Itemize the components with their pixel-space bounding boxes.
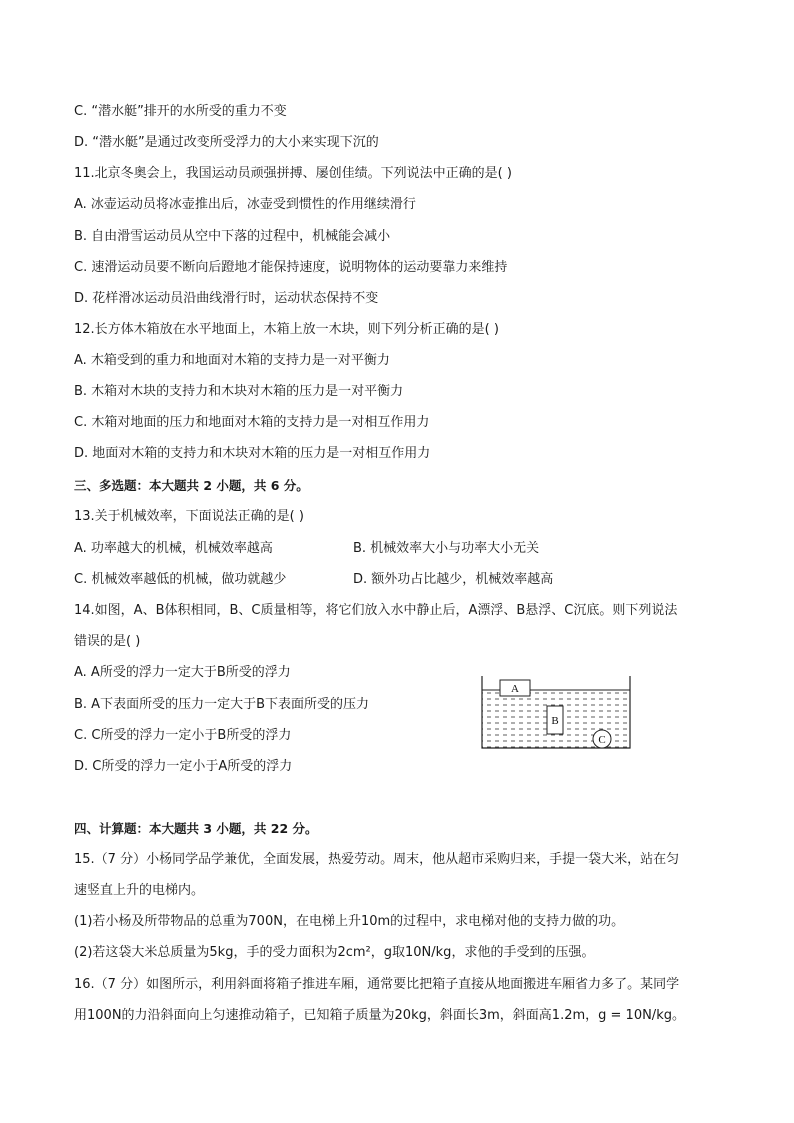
question-13: 13.关于机械效率，下面说法正确的是( ) <box>74 509 304 524</box>
section-4-heading: 四、计算题：本大题共 3 小题，共 22 分。 <box>74 821 318 836</box>
q11-option-b: B. 自由滑雪运动员从空中下落的过程中，机械能会减小 <box>74 229 391 244</box>
q13-option-d: D. 额外功占比越少，机械效率越高 <box>353 572 554 587</box>
question-14: 14.如图，A、B体积相同，B、C质量相等，将它们放入水中静止后，A漂浮、B悬浮、C沉底。则下列说法 <box>74 603 678 618</box>
question-15: 15.（7 分）小杨同学品学兼优，全面发展，热爱劳动。周末，他从超市采购归来，手提一袋大米，站在匀 <box>74 852 680 867</box>
label-b: B <box>551 715 559 727</box>
question-16: 16.（7 分）如图所示，利用斜面将箱子推进车厢，通常要比把箱子直接从地面搬进车厢省力多了。某同学 <box>74 977 680 992</box>
q13-option-a: A. 功率越大的机械，机械效率越高 <box>74 541 273 556</box>
question-11: 11.北京冬奥会上，我国运动员顽强拼搏、屡创佳绩。下列说法中正确的是( ) <box>74 166 512 181</box>
option-c-q10: C. “潜水艇”排开的水所受的重力不变 <box>74 104 287 119</box>
q11-option-a: A. 冰壶运动员将冰壶推出后，冰壶受到惯性的作用继续滑行 <box>74 197 416 212</box>
question-14-cont: 错误的是( ) <box>74 634 141 649</box>
q13-option-b: B. 机械效率大小与功率大小无关 <box>353 541 540 556</box>
buoyancy-diagram <box>478 672 634 752</box>
q11-option-d: D. 花样滑冰运动员沿曲线滑行时，运动状态保持不变 <box>74 291 379 306</box>
section-3-heading: 三、多选题：本大题共 2 小题，共 6 分。 <box>74 478 309 493</box>
q12-option-d: D. 地面对木箱的支持力和木块对木箱的压力是一对相互作用力 <box>74 446 431 461</box>
q14-option-a: A. A所受的浮力一定大于B所受的浮力 <box>74 665 291 680</box>
q11-option-c: C. 速滑运动员要不断向后蹬地才能保持速度，说明物体的运动要靠力来维持 <box>74 260 508 275</box>
q15-part-1: (1)若小杨及所带物品的总重为700N，在电梯上升10m的过程中，求电梯对他的支持力做的功。 <box>74 914 625 929</box>
label-c: C <box>598 734 606 746</box>
q13-option-c: C. 机械效率越低的机械，做功就越少 <box>74 572 287 587</box>
label-a: A <box>511 683 519 695</box>
q14-option-d: D. C所受的浮力一定小于A所受的浮力 <box>74 759 293 774</box>
q12-option-a: A. 木箱受到的重力和地面对木箱的支持力是一对平衡力 <box>74 353 390 368</box>
question-15-cont: 速竖直上升的电梯内。 <box>74 883 205 898</box>
q12-option-b: B. 木箱对木块的支持力和木块对木箱的压力是一对平衡力 <box>74 384 404 399</box>
q15-part-2: (2)若这袋大米总质量为5kg，手的受力面积为2cm²，g取10N/kg，求他的手受到的压强。 <box>74 945 595 960</box>
question-12: 12.长方体木箱放在水平地面上，木箱上放一木块，则下列分析正确的是( ) <box>74 322 499 337</box>
option-d-q10: D. “潜水艇”是通过改变所受浮力的大小来实现下沉的 <box>74 135 379 150</box>
q14-option-c: C. C所受的浮力一定小于B所受的浮力 <box>74 728 292 743</box>
q12-option-c: C. 木箱对地面的压力和地面对木箱的支持力是一对相互作用力 <box>74 415 430 430</box>
q14-option-b: B. A下表面所受的压力一定大于B下表面所受的压力 <box>74 697 369 712</box>
question-16-cont: 用100N的力沿斜面向上匀速推动箱子，已知箱子质量为20kg，斜面长3m，斜面高1.2m，g = 10N/kg。 <box>74 1008 685 1023</box>
